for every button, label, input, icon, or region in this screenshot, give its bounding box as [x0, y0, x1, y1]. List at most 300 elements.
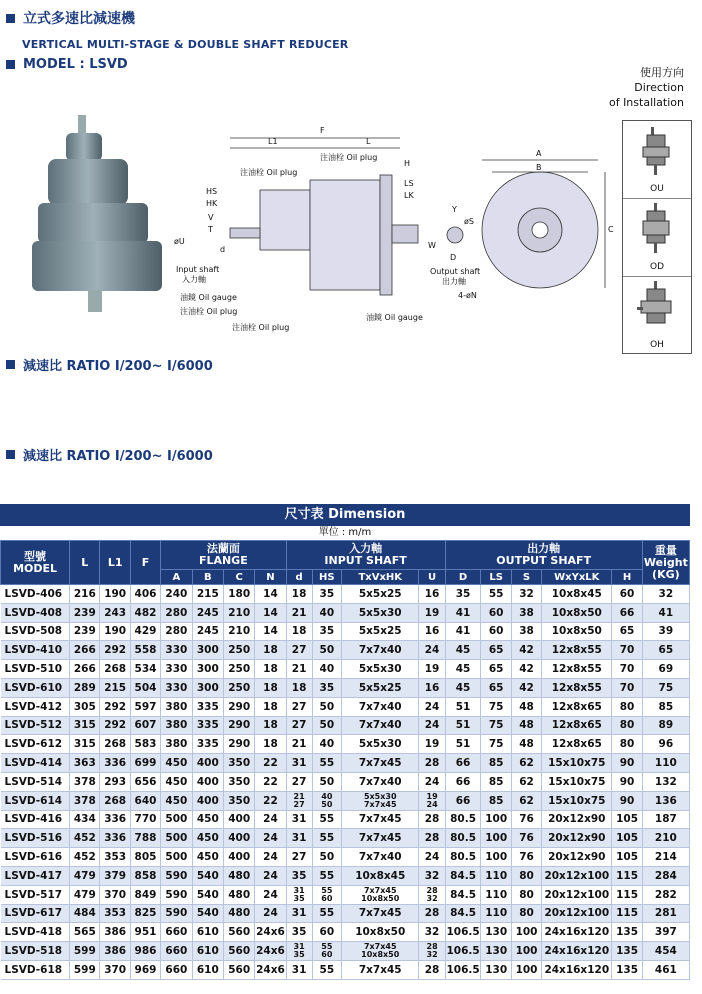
- model-cell: LSVD-414: [1, 754, 70, 773]
- model-cell: LSVD-617: [1, 904, 70, 923]
- table-cell: 28 32: [419, 885, 445, 904]
- install-box: [622, 120, 692, 354]
- table-cell: 24: [255, 904, 286, 923]
- table-cell: 825: [130, 904, 160, 923]
- model-title: [6, 57, 128, 72]
- table-cell: 10x8x50: [542, 603, 612, 622]
- table-cell: 24: [419, 697, 445, 716]
- table-cell: 300: [192, 678, 223, 697]
- table-cell: 788: [130, 829, 160, 848]
- table-cell: 284: [642, 866, 689, 885]
- table-cell: 18: [286, 585, 312, 604]
- install-title-en1: Direction: [634, 81, 684, 94]
- output-shaft-cn-label: 出力軸: [442, 277, 466, 286]
- table-cell: 7x7x45 10x8x50: [341, 885, 419, 904]
- table-cell: 55: [312, 829, 341, 848]
- table-cell: 15x10x75: [542, 791, 612, 810]
- table-cell: 110: [481, 904, 511, 923]
- dim-s-label: øS: [464, 217, 474, 226]
- table-cell: 480: [224, 885, 255, 904]
- table-cell: 305: [70, 697, 100, 716]
- model-cell: LSVD-612: [1, 735, 70, 754]
- header-output-cn: 出力軸: [527, 542, 561, 555]
- subheader-n: N: [255, 570, 286, 585]
- table-cell: 300: [192, 641, 223, 660]
- table-cell: 450: [192, 810, 223, 829]
- table-row: [1, 810, 690, 829]
- table-cell: 55 60: [312, 885, 341, 904]
- table-cell: 100: [511, 960, 541, 979]
- table-cell: 858: [130, 866, 160, 885]
- table-cell: 24: [255, 848, 286, 867]
- table-cell: 135: [612, 942, 642, 961]
- table-cell: 5x5x25: [341, 678, 419, 697]
- table-cell: 452: [70, 829, 100, 848]
- table-cell: 135: [612, 960, 642, 979]
- table-cell: 21 27: [286, 791, 312, 810]
- table-cell: 12x8x65: [542, 697, 612, 716]
- table-cell: 60: [312, 923, 341, 942]
- table-cell: 80.5: [445, 829, 481, 848]
- table-row: [1, 942, 690, 961]
- table-cell: 24: [419, 772, 445, 791]
- table-cell: 20x12x100: [542, 885, 612, 904]
- dim-hs-label: HS: [206, 187, 218, 196]
- table-cell: 699: [130, 754, 160, 773]
- table-cell: 7x7x40: [341, 697, 419, 716]
- table-cell: 20x12x100: [542, 904, 612, 923]
- table-cell: 378: [70, 772, 100, 791]
- table-cell: 50: [312, 848, 341, 867]
- table-cell: 51: [445, 735, 481, 754]
- table-cell: 380: [161, 697, 192, 716]
- table-cell: 429: [130, 622, 160, 641]
- table-cell: 770: [130, 810, 160, 829]
- table-cell: 245: [192, 622, 223, 641]
- table-cell: 18: [255, 678, 286, 697]
- table-cell: 65: [481, 678, 511, 697]
- dim-ls-label: LS: [404, 179, 414, 188]
- subheader-c: C: [224, 570, 255, 585]
- dimension-table: [0, 540, 690, 980]
- table-row: [1, 754, 690, 773]
- table-cell: 45: [445, 660, 481, 679]
- model-text: MODEL : LSVD: [23, 57, 128, 72]
- model-cell: LSVD-417: [1, 866, 70, 885]
- model-cell: LSVD-408: [1, 603, 70, 622]
- table-cell: 55: [312, 960, 341, 979]
- dim-hk-label: HK: [206, 199, 218, 208]
- table-cell: 18: [255, 697, 286, 716]
- table-cell: 610: [192, 923, 223, 942]
- table-cell: 84.5: [445, 904, 481, 923]
- table-cell: 849: [130, 885, 160, 904]
- table-cell: 41: [445, 622, 481, 641]
- dim-b-label: B: [536, 163, 542, 172]
- table-cell: 986: [130, 942, 160, 961]
- table-cell: 55: [312, 866, 341, 885]
- table-cell: 115: [612, 866, 642, 885]
- subheader-txvxhk: TxVxHK: [341, 570, 419, 585]
- model-cell: LSVD-418: [1, 923, 70, 942]
- table-cell: 22: [255, 754, 286, 773]
- table-cell: 31: [286, 754, 312, 773]
- table-cell: 597: [130, 697, 160, 716]
- table-cell: 386: [100, 923, 130, 942]
- oil-plug-label-1: 注油栓 Oil plug: [320, 153, 378, 162]
- header-model-en: MODEL: [13, 561, 58, 575]
- table-cell: 240: [161, 585, 192, 604]
- table-cell: 540: [192, 866, 223, 885]
- table-cell: 434: [70, 810, 100, 829]
- subheader-d: d: [286, 570, 312, 585]
- table-cell: 18: [255, 660, 286, 679]
- table-cell: 27: [286, 772, 312, 791]
- table-cell: 534: [130, 660, 160, 679]
- table-cell: 55: [312, 904, 341, 923]
- table-cell: 336: [100, 810, 130, 829]
- table-cell: 24x16x120: [542, 923, 612, 942]
- table-cell: 266: [70, 641, 100, 660]
- bullet-square-icon: [6, 450, 15, 459]
- table-cell: 400: [224, 829, 255, 848]
- table-cell: 28: [419, 960, 445, 979]
- table-cell: 66: [445, 791, 481, 810]
- table-cell: 130: [481, 942, 511, 961]
- table-cell: 480: [224, 904, 255, 923]
- table-cell: 62: [511, 791, 541, 810]
- table-cell: 75: [481, 716, 511, 735]
- table-cell: 540: [192, 885, 223, 904]
- table-cell: 500: [161, 848, 192, 867]
- install-label-oh: OH: [650, 340, 664, 350]
- table-cell: 41: [445, 603, 481, 622]
- table-cell: 51: [445, 697, 481, 716]
- table-cell: 24: [255, 810, 286, 829]
- table-title: 尺寸表 Dimension: [0, 504, 690, 526]
- table-cell: 31 35: [286, 942, 312, 961]
- table-cell: 106.5: [445, 923, 481, 942]
- table-cell: 42: [511, 678, 541, 697]
- table-cell: 62: [511, 754, 541, 773]
- table-cell: 110: [642, 754, 689, 773]
- header-flange: [161, 541, 286, 570]
- table-cell: 7x7x45: [341, 754, 419, 773]
- table-cell: 282: [642, 885, 689, 904]
- table-cell: 31: [286, 960, 312, 979]
- table-cell: 50: [312, 641, 341, 660]
- table-cell: 106.5: [445, 960, 481, 979]
- table-cell: 32: [419, 866, 445, 885]
- table-cell: 18: [286, 678, 312, 697]
- table-cell: 10x8x50: [341, 923, 419, 942]
- table-cell: 106.5: [445, 942, 481, 961]
- dim-l1-label: L1: [268, 137, 278, 146]
- table-cell: 610: [192, 960, 223, 979]
- table-cell: 583: [130, 735, 160, 754]
- table-cell: 12x8x55: [542, 660, 612, 679]
- table-cell: 16: [419, 622, 445, 641]
- table-cell: 18: [286, 622, 312, 641]
- model-cell: LSVD-516: [1, 829, 70, 848]
- table-cell: 28: [419, 829, 445, 848]
- header-flange-en: FLANGE: [198, 554, 248, 567]
- table-cell: 293: [100, 772, 130, 791]
- table-cell: 35: [286, 866, 312, 885]
- install-title-cn: 使用方向: [640, 66, 684, 79]
- table-cell: 28 32: [419, 942, 445, 961]
- table-cell: 40: [312, 603, 341, 622]
- table-cell: 18: [255, 641, 286, 660]
- table-cell: 96: [642, 735, 689, 754]
- table-cell: 16: [419, 678, 445, 697]
- table-cell: 27: [286, 641, 312, 660]
- table-cell: 280: [161, 622, 192, 641]
- subheader-a: A: [161, 570, 192, 585]
- table-cell: 22: [255, 791, 286, 810]
- table-cell: 336: [100, 754, 130, 773]
- model-cell: LSVD-614: [1, 791, 70, 810]
- table-cell: 38: [511, 603, 541, 622]
- header-model: [1, 541, 70, 585]
- table-cell: 24x6: [255, 960, 286, 979]
- dim-d-label: D: [450, 253, 457, 262]
- table-cell: 24x16x120: [542, 960, 612, 979]
- table-cell: 32: [419, 923, 445, 942]
- table-cell: 280: [161, 603, 192, 622]
- table-cell: 135: [612, 923, 642, 942]
- table-cell: 5x5x30: [341, 735, 419, 754]
- table-cell: 20x12x100: [542, 866, 612, 885]
- table-row: [1, 660, 690, 679]
- table-cell: 80.5: [445, 848, 481, 867]
- table-cell: 10x8x45: [542, 585, 612, 604]
- title-cn: [6, 8, 135, 28]
- table-cell: 80: [511, 904, 541, 923]
- table-cell: 216: [70, 585, 100, 604]
- table-cell: 40 50: [312, 791, 341, 810]
- table-cell: 22: [255, 772, 286, 791]
- table-cell: 599: [70, 960, 100, 979]
- table-cell: 290: [224, 697, 255, 716]
- table-row: [1, 697, 690, 716]
- table-cell: 45: [445, 678, 481, 697]
- model-cell: LSVD-508: [1, 622, 70, 641]
- table-cell: 500: [161, 810, 192, 829]
- table-cell: 110: [481, 885, 511, 904]
- table-cell: 7x7x45: [341, 829, 419, 848]
- dim-u-label: øU: [174, 237, 185, 246]
- table-cell: 245: [192, 603, 223, 622]
- table-cell: 500: [161, 829, 192, 848]
- table-cell: 5x5x25: [341, 585, 419, 604]
- table-cell: 14: [255, 622, 286, 641]
- table-cell: 12x8x55: [542, 678, 612, 697]
- table-cell: 215: [100, 678, 130, 697]
- subheader-ls: LS: [481, 570, 511, 585]
- table-cell: 136: [642, 791, 689, 810]
- input-shaft-label: Input shaft: [176, 265, 220, 274]
- title-en: VERTICAL MULTI-STAGE & DOUBLE SHAFT REDUCER: [22, 38, 349, 51]
- table-cell: 66: [445, 754, 481, 773]
- table-cell: 480: [224, 866, 255, 885]
- table-cell: 210: [642, 829, 689, 848]
- dim-t-label: T: [208, 225, 213, 234]
- table-cell: 85: [481, 754, 511, 773]
- table-cell: 130: [481, 960, 511, 979]
- table-cell: 100: [511, 942, 541, 961]
- table-cell: 28: [419, 754, 445, 773]
- ratio-text-2: 減速比 RATIO I/200~ I/6000: [23, 449, 213, 464]
- table-cell: 19: [419, 603, 445, 622]
- table-cell: 210: [224, 603, 255, 622]
- dim-v-label: V: [208, 213, 214, 222]
- oil-plug-label-3: 注油栓 Oil plug: [180, 307, 238, 316]
- table-row: [1, 904, 690, 923]
- table-row: [1, 829, 690, 848]
- table-cell: 363: [70, 754, 100, 773]
- table-row: [1, 622, 690, 641]
- table-cell: 330: [161, 660, 192, 679]
- table-cell: 24: [255, 829, 286, 848]
- header-model-cn: 型號: [24, 549, 47, 563]
- table-row: [1, 885, 690, 904]
- table-cell: 607: [130, 716, 160, 735]
- table-cell: 452: [70, 848, 100, 867]
- table-cell: 450: [161, 772, 192, 791]
- table-cell: 48: [511, 735, 541, 754]
- table-row: [1, 960, 690, 979]
- header-l: L: [70, 541, 100, 585]
- table-cell: 19: [419, 660, 445, 679]
- table-cell: 80: [612, 697, 642, 716]
- table-cell: 35: [312, 585, 341, 604]
- table-cell: 7x7x45: [341, 810, 419, 829]
- header-input-en: INPUT SHAFT: [324, 554, 407, 567]
- table-cell: 540: [192, 904, 223, 923]
- oil-gauge-label-1: 油鏡 Oil gauge: [180, 293, 237, 302]
- dim-d-small-label: d: [220, 245, 226, 254]
- table-cell: 31: [286, 810, 312, 829]
- table-cell: 353: [100, 904, 130, 923]
- table-cell: 80: [612, 716, 642, 735]
- table-cell: 105: [612, 829, 642, 848]
- table-cell: 85: [481, 791, 511, 810]
- table-cell: 479: [70, 866, 100, 885]
- table-cell: 12x8x55: [542, 641, 612, 660]
- table-cell: 450: [192, 829, 223, 848]
- table-row: [1, 791, 690, 810]
- table-cell: 290: [224, 735, 255, 754]
- table-row: [1, 603, 690, 622]
- table-cell: 300: [192, 660, 223, 679]
- table-cell: 353: [100, 848, 130, 867]
- reducer-oh-icon: [623, 277, 691, 337]
- table-cell: 69: [642, 660, 689, 679]
- table-cell: 31: [286, 829, 312, 848]
- table-cell: 90: [612, 772, 642, 791]
- table-cell: 28: [419, 810, 445, 829]
- table-cell: 330: [161, 678, 192, 697]
- table-cell: 85: [481, 772, 511, 791]
- install-od: [623, 199, 691, 277]
- table-cell: 380: [161, 716, 192, 735]
- table-cell: 15x10x75: [542, 772, 612, 791]
- model-cell: LSVD-416: [1, 810, 70, 829]
- table-cell: 187: [642, 810, 689, 829]
- table-cell: 50: [312, 772, 341, 791]
- table-cell: 590: [161, 904, 192, 923]
- input-shaft-cn-label: 入力軸: [182, 275, 206, 284]
- table-cell: 660: [161, 923, 192, 942]
- table-cell: 380: [161, 735, 192, 754]
- table-cell: 14: [255, 585, 286, 604]
- table-cell: 400: [192, 791, 223, 810]
- table-cell: 656: [130, 772, 160, 791]
- table-cell: 100: [511, 923, 541, 942]
- table-cell: 214: [642, 848, 689, 867]
- table-cell: 84.5: [445, 885, 481, 904]
- table-cell: 70: [612, 678, 642, 697]
- table-cell: 292: [100, 641, 130, 660]
- table-cell: 7x7x45: [341, 904, 419, 923]
- reducer-od-icon: [623, 199, 691, 259]
- header-f: F: [130, 541, 160, 585]
- output-shaft-label: Output shaft: [430, 267, 481, 276]
- table-cell: 19: [419, 735, 445, 754]
- table-cell: 21: [286, 603, 312, 622]
- header-weight-unit: (KG): [652, 567, 680, 581]
- table-cell: 24: [255, 866, 286, 885]
- oil-plug-label-2: 注油栓 Oil plug: [240, 168, 298, 177]
- table-cell: 132: [642, 772, 689, 791]
- model-cell: LSVD-616: [1, 848, 70, 867]
- dim-c-label: C: [608, 225, 614, 234]
- table-cell: 21: [286, 735, 312, 754]
- table-cell: 239: [70, 622, 100, 641]
- table-cell: 951: [130, 923, 160, 942]
- table-cell: 7x7x40: [341, 716, 419, 735]
- table-cell: 5x5x30 7x7x45: [341, 791, 419, 810]
- table-cell: 80: [612, 735, 642, 754]
- table-cell: 75: [481, 735, 511, 754]
- header-weight: [642, 541, 689, 585]
- table-cell: 400: [224, 810, 255, 829]
- table-cell: 336: [100, 829, 130, 848]
- reducer-ou-icon: [623, 121, 691, 181]
- table-cell: 60: [481, 603, 511, 622]
- table-cell: 289: [70, 678, 100, 697]
- table-cell: 48: [511, 697, 541, 716]
- table-cell: 292: [100, 697, 130, 716]
- table-cell: 482: [130, 603, 160, 622]
- table-cell: 24: [419, 716, 445, 735]
- table-cell: 590: [161, 866, 192, 885]
- table-cell: 560: [224, 942, 255, 961]
- ratio-line-2: [6, 445, 213, 464]
- table-row: [1, 678, 690, 697]
- header-weight-cn: 重量: [654, 543, 677, 557]
- table-cell: 40: [312, 660, 341, 679]
- table-cell: 805: [130, 848, 160, 867]
- table-cell: 239: [70, 603, 100, 622]
- table-cell: 379: [100, 866, 130, 885]
- model-cell: LSVD-406: [1, 585, 70, 604]
- header-flange-cn: 法蘭面: [206, 542, 240, 555]
- table-cell: 50: [312, 716, 341, 735]
- table-cell: 35: [312, 622, 341, 641]
- model-cell: LSVD-618: [1, 960, 70, 979]
